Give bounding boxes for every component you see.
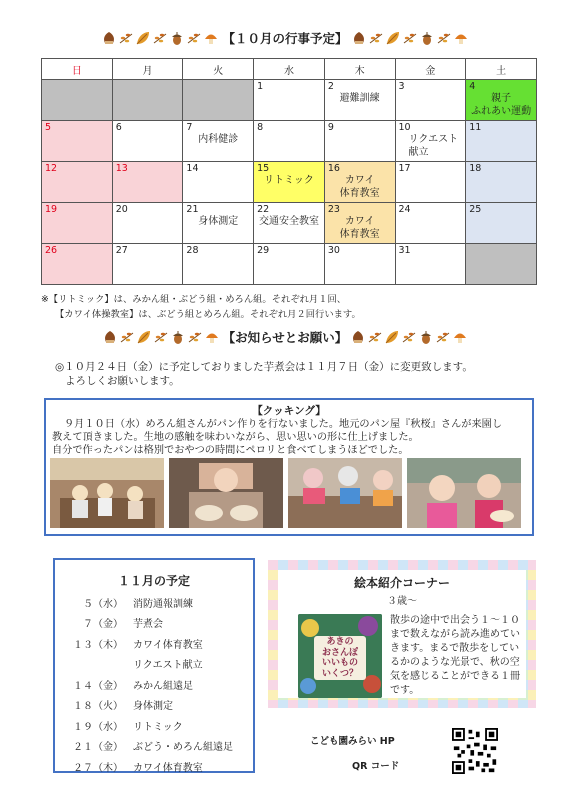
calendar-cell bbox=[324, 203, 395, 244]
photo-1 bbox=[50, 458, 164, 528]
calendar-cell bbox=[466, 121, 537, 162]
date-number: 21 bbox=[186, 204, 199, 215]
announcement-line2: よろしくお願いします。 bbox=[65, 375, 180, 387]
qr-label: QR コード bbox=[352, 761, 400, 772]
acorn-icon bbox=[169, 30, 185, 46]
november-item bbox=[55, 695, 253, 716]
november-plan-box bbox=[53, 558, 255, 773]
date-number: 13 bbox=[115, 163, 128, 174]
mushroom-icon bbox=[452, 329, 468, 345]
branch-leaves-icon bbox=[436, 30, 452, 46]
date-number: 30 bbox=[327, 245, 340, 256]
notice-banner bbox=[40, 326, 530, 348]
cooking-line2: 教えて頂きました。生地の感触を味わいながら、思い思いの形に仕上げました。 bbox=[52, 432, 419, 443]
november-item-date: ２７（木） bbox=[73, 762, 123, 774]
calendar-cell bbox=[183, 80, 254, 121]
november-item bbox=[55, 592, 253, 613]
november-list bbox=[55, 592, 253, 777]
calendar-cell bbox=[112, 121, 183, 162]
calendar-cell bbox=[183, 244, 254, 285]
event-label: 身体測定 bbox=[198, 216, 239, 227]
leaf-icon bbox=[135, 30, 151, 46]
autumn-deco-left-2 bbox=[102, 329, 220, 345]
cooking-line3: 自分で作ったパンは格別でおやつの時間にペロリと食べてしまうほどでした。 bbox=[52, 445, 409, 456]
mushroom-icon bbox=[453, 30, 469, 46]
november-item-event: ぶどう・めろん組遠足 bbox=[133, 742, 233, 754]
calendar-cell bbox=[395, 121, 466, 162]
chestnut-icon bbox=[351, 30, 367, 46]
calendar-cell bbox=[395, 80, 466, 121]
day-sat: 土 bbox=[466, 59, 537, 80]
date-number: 16 bbox=[327, 163, 340, 174]
calendar-cell bbox=[42, 80, 113, 121]
chestnut-icon bbox=[101, 30, 117, 46]
calendar-cell bbox=[112, 244, 183, 285]
date-number: 4 bbox=[469, 81, 476, 92]
date-number: 20 bbox=[115, 204, 128, 215]
cooking-title: 【クッキング】 bbox=[252, 405, 326, 417]
calendar-cell bbox=[466, 244, 537, 285]
calendar-cell bbox=[466, 162, 537, 203]
photo-4 bbox=[407, 458, 521, 528]
calendar-cell bbox=[183, 162, 254, 203]
book-age: ３歳～ bbox=[387, 596, 417, 607]
calendar-cell bbox=[324, 80, 395, 121]
event-label: 交通安全教室 bbox=[258, 216, 319, 227]
event-label: リクエスト bbox=[408, 134, 459, 145]
event-label: ふれあい運動 bbox=[471, 106, 532, 117]
calendar-cell bbox=[324, 162, 395, 203]
november-item-event: 消防通報訓練 bbox=[133, 598, 193, 610]
november-item bbox=[55, 633, 253, 654]
calendar-header-row bbox=[42, 59, 537, 80]
november-item bbox=[55, 613, 253, 634]
chestnut-icon bbox=[102, 329, 118, 345]
date-number: 19 bbox=[45, 204, 58, 215]
november-item-date: ７（金） bbox=[83, 619, 123, 631]
book-description: 散歩の途中で出会う１～１０まで数えながら読み進めていきます。まるで散歩をしているかのような光景で、秋の空気を感じることができる１冊です。 bbox=[390, 615, 520, 696]
calendar-cell bbox=[254, 121, 325, 162]
qr-code-icon[interactable] bbox=[452, 728, 498, 774]
calendar-cell bbox=[395, 244, 466, 285]
november-item bbox=[55, 756, 253, 777]
branch-leaves-icon bbox=[368, 30, 384, 46]
november-item-date: ２１（金） bbox=[73, 742, 123, 754]
november-item-date: １９（水） bbox=[73, 721, 123, 733]
date-number: 1 bbox=[257, 81, 264, 92]
day-fri: 金 bbox=[395, 59, 466, 80]
calendar-cell bbox=[183, 121, 254, 162]
date-number: 2 bbox=[327, 81, 334, 92]
acorn-icon bbox=[419, 30, 435, 46]
day-sun: 日 bbox=[42, 59, 113, 80]
date-number: 12 bbox=[45, 163, 58, 174]
event-label: 内科健診 bbox=[198, 134, 239, 145]
date-number: 5 bbox=[45, 122, 52, 133]
calendar-cell bbox=[183, 203, 254, 244]
note-rhythmic: ※【リトミック】は、みかん組・ぶどう組・めろん組。それぞれ月１回、 bbox=[41, 294, 347, 305]
cooking-text bbox=[46, 418, 532, 457]
november-item-date: １３（木） bbox=[73, 639, 123, 651]
branch-leaves-icon bbox=[435, 329, 451, 345]
event-label: カワイ bbox=[344, 175, 375, 186]
calendar-cell bbox=[254, 80, 325, 121]
calendar-week bbox=[42, 80, 537, 121]
branch-leaves-icon bbox=[119, 329, 135, 345]
date-number: 25 bbox=[469, 204, 482, 215]
date-number: 18 bbox=[469, 163, 482, 174]
calendar-cell bbox=[42, 203, 113, 244]
november-item-date: １８（火） bbox=[73, 701, 123, 713]
calendar-title: 【１０月の行事予定】 bbox=[222, 31, 348, 46]
calendar-cell bbox=[112, 80, 183, 121]
event-label: 避難訓練 bbox=[339, 93, 380, 104]
calendar-week bbox=[42, 203, 537, 244]
november-item-date: １４（金） bbox=[73, 680, 123, 692]
event-label: 親子 bbox=[491, 93, 512, 104]
date-number: 31 bbox=[398, 245, 411, 256]
day-tue: 火 bbox=[183, 59, 254, 80]
calendar-cell bbox=[112, 203, 183, 244]
november-title: １１月の予定 bbox=[117, 574, 190, 588]
note-kawai: 【カワイ体操教室】は、ぶどう組とめろん組。それぞれ月２回行います。 bbox=[55, 309, 361, 320]
date-number: 23 bbox=[327, 204, 340, 215]
branch-leaves-icon bbox=[152, 30, 168, 46]
november-item bbox=[55, 715, 253, 736]
november-item bbox=[55, 674, 253, 695]
november-item-event: 芋煮会 bbox=[133, 619, 163, 631]
cooking-line1: ９月１０日（水）めろん組さんがパン作りを行ないました。地元のパン屋『秋桜』さんが来園し bbox=[64, 419, 503, 430]
october-calendar bbox=[41, 58, 537, 285]
chestnut-icon bbox=[350, 329, 366, 345]
event-label: カワイ bbox=[344, 216, 375, 227]
event-label: 献立 bbox=[408, 147, 429, 158]
calendar-cell bbox=[112, 162, 183, 203]
calendar-cell bbox=[395, 162, 466, 203]
acorn-icon bbox=[170, 329, 186, 345]
calendar-cell bbox=[466, 203, 537, 244]
calendar-cell bbox=[42, 244, 113, 285]
acorn-icon bbox=[418, 329, 434, 345]
branch-leaves-icon bbox=[186, 30, 202, 46]
date-number: 10 bbox=[398, 122, 411, 133]
leaf-icon bbox=[136, 329, 152, 345]
calendar-cell bbox=[254, 244, 325, 285]
calendar-cell bbox=[254, 162, 325, 203]
leaf-icon bbox=[384, 329, 400, 345]
november-item-event: 身体測定 bbox=[133, 701, 173, 713]
calendar-week bbox=[42, 244, 537, 285]
cooking-box bbox=[44, 398, 534, 536]
announcement bbox=[55, 360, 473, 388]
calendar-cell bbox=[466, 80, 537, 121]
date-number: 11 bbox=[469, 122, 482, 133]
calendar-cell bbox=[42, 121, 113, 162]
date-number: 28 bbox=[186, 245, 199, 256]
branch-leaves-icon bbox=[401, 329, 417, 345]
day-mon: 月 bbox=[112, 59, 183, 80]
date-number: 8 bbox=[257, 122, 264, 133]
calendar-cell bbox=[324, 121, 395, 162]
november-item-event: みかん組遠足 bbox=[133, 680, 193, 692]
event-label: 体育教室 bbox=[339, 229, 380, 240]
calendar-cell bbox=[42, 162, 113, 203]
calendar-cell bbox=[395, 203, 466, 244]
calendar-cell bbox=[324, 244, 395, 285]
day-thu: 木 bbox=[324, 59, 395, 80]
date-number: 9 bbox=[327, 122, 334, 133]
branch-leaves-icon bbox=[187, 329, 203, 345]
photo-3 bbox=[288, 458, 402, 528]
book-card bbox=[278, 570, 526, 698]
mushroom-icon bbox=[204, 329, 220, 345]
homepage-label: こども園みらい HP bbox=[310, 736, 395, 747]
november-item-event: リクエスト献立 bbox=[133, 660, 203, 672]
branch-leaves-icon bbox=[402, 30, 418, 46]
notice-title: 【お知らせとお願い】 bbox=[222, 330, 348, 345]
november-item-date: ５（水） bbox=[83, 598, 123, 610]
day-wed: 水 bbox=[254, 59, 325, 80]
date-number: 29 bbox=[257, 245, 270, 256]
event-label: 体育教室 bbox=[339, 188, 380, 199]
autumn-deco-left bbox=[101, 30, 219, 46]
date-number: 17 bbox=[398, 163, 411, 174]
date-number: 22 bbox=[257, 204, 270, 215]
date-number: 7 bbox=[186, 122, 193, 133]
book-cover bbox=[298, 614, 382, 698]
date-number: 14 bbox=[186, 163, 199, 174]
date-number: 3 bbox=[398, 81, 405, 92]
book-corner bbox=[268, 560, 536, 708]
date-number: 26 bbox=[45, 245, 58, 256]
branch-leaves-icon bbox=[118, 30, 134, 46]
date-number: 6 bbox=[115, 122, 122, 133]
date-number: 27 bbox=[115, 245, 128, 256]
photo-2 bbox=[169, 458, 283, 528]
november-item-event: カワイ体育教室 bbox=[133, 762, 203, 774]
date-number: 15 bbox=[257, 163, 270, 174]
november-item bbox=[55, 654, 253, 675]
cooking-photos bbox=[50, 458, 521, 528]
autumn-deco-right bbox=[351, 30, 469, 46]
book-cover-title: あきの おさんぽ いいもの いくつ？ bbox=[321, 637, 358, 679]
calendar-week bbox=[42, 162, 537, 203]
branch-leaves-icon bbox=[367, 329, 383, 345]
date-number: 24 bbox=[398, 204, 411, 215]
november-item-event: リトミック bbox=[133, 721, 183, 733]
mushroom-icon bbox=[203, 30, 219, 46]
calendar-banner bbox=[40, 27, 530, 49]
announcement-line1: ◎１０月２４日（金）に予定しておりました芋煮会は１１月７日（金）に変更致します。 bbox=[55, 361, 473, 373]
calendar-week bbox=[42, 121, 537, 162]
book-corner-title: 絵本紹介コーナー bbox=[353, 576, 450, 590]
autumn-deco-right-2 bbox=[350, 329, 468, 345]
calendar-cell bbox=[254, 203, 325, 244]
november-item bbox=[55, 736, 253, 757]
november-item-event: カワイ体育教室 bbox=[133, 639, 203, 651]
event-label: リトミック bbox=[264, 175, 314, 186]
leaf-icon bbox=[385, 30, 401, 46]
branch-leaves-icon bbox=[153, 329, 169, 345]
